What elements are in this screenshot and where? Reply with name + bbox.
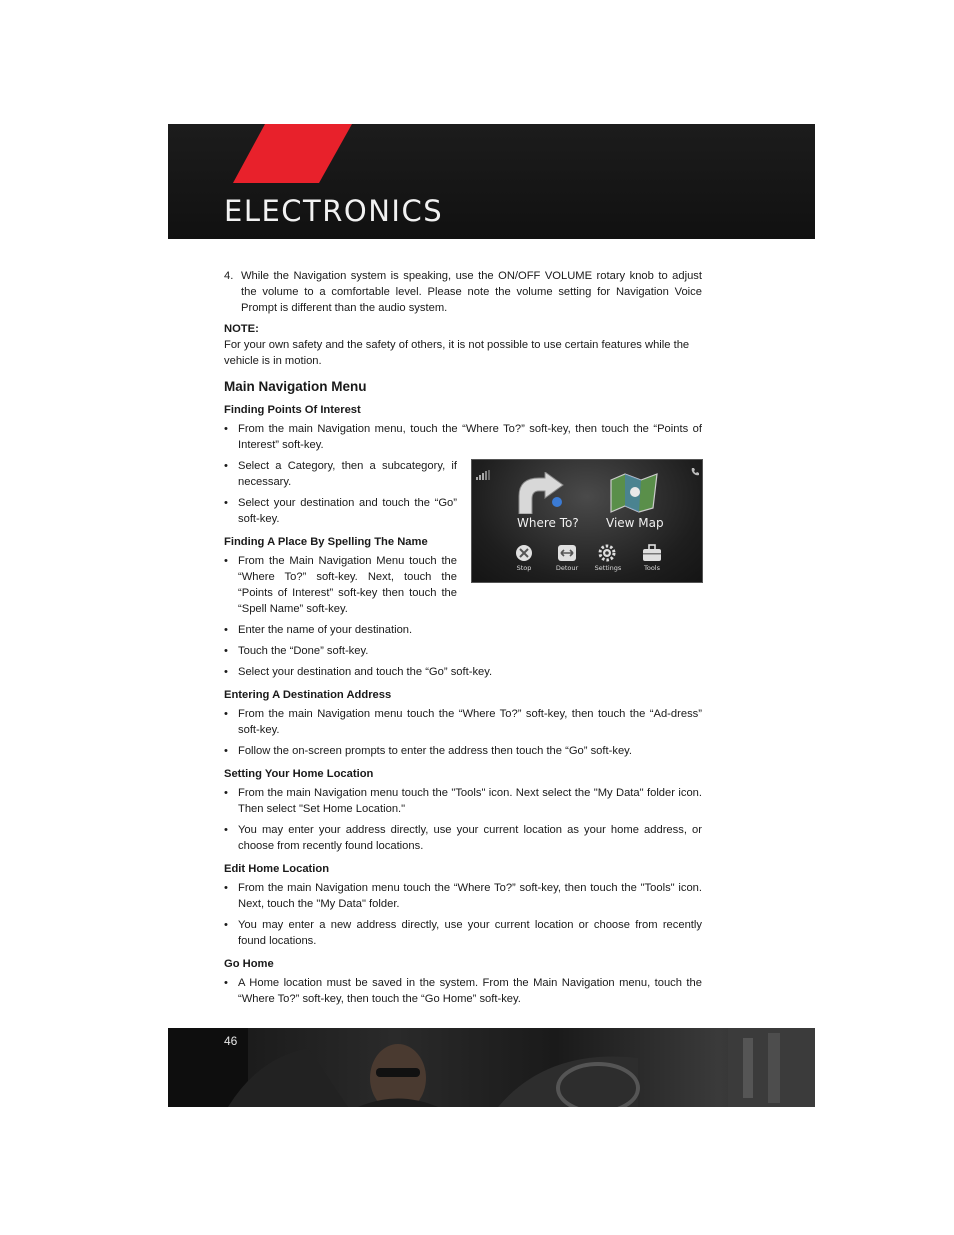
- tools-label: Tools: [643, 564, 660, 572]
- list-item: • Enter the name of your destination.: [224, 624, 413, 636]
- list-item: • Select a Category, then a subcategory, if necessary.: [224, 460, 457, 488]
- list-item: • From the Main Navigation Menu touch the “Where To?” soft-key. Next, touch the “Points of Interest” soft-key then touch the “Spell Name” soft-key.: [224, 555, 457, 615]
- bullet: •: [224, 666, 228, 678]
- home-heading: Setting Your Home Location: [224, 768, 374, 780]
- edit-list: [224, 880, 702, 949]
- list-item: • Select your destination and touch the “Go” soft-key.: [224, 497, 457, 525]
- driver-photo-graphic: [168, 1028, 815, 1107]
- signal-strength-icon: [476, 470, 494, 480]
- gohome-list: [224, 975, 702, 1007]
- stop-icon: [515, 544, 533, 562]
- home-list: [224, 785, 702, 854]
- bullet: •: [224, 497, 228, 509]
- bullet: •: [224, 645, 228, 657]
- note-text: For your own safety and the safety of others, it is not possible to use certain features while the vehicle is in motion.: [224, 339, 690, 367]
- where-to-arrow-icon: [515, 472, 570, 514]
- step-number: 4.: [224, 270, 234, 282]
- footer-photo-band: [168, 1028, 815, 1107]
- view-map-label: View Map: [606, 516, 664, 530]
- page-content: [224, 268, 702, 1012]
- list-item: • From the main Navigation menu touch the "Tools" icon. Next select the "My Data" folder icon. Then select "Set Home Location.": [224, 787, 702, 815]
- poi-heading: Finding Points Of Interest: [224, 404, 361, 416]
- main-heading: Main Navigation Menu: [224, 379, 367, 394]
- spell-heading: Finding A Place By Spelling The Name: [224, 536, 428, 548]
- detour-label: Detour: [555, 564, 579, 572]
- list-item: • Touch the “Done” soft-key.: [224, 645, 369, 657]
- where-to-label: Where To?: [517, 516, 579, 530]
- numbered-step: [224, 268, 702, 316]
- list-item: • From the main Navigation menu touch the “Where To?” soft-key, then touch the “Ad-dress” soft-key.: [224, 708, 702, 736]
- bullet: •: [224, 882, 228, 894]
- list-item: • You may enter your address directly, use your current location as your home address, or choose from recently found locations.: [224, 824, 702, 852]
- bullet: •: [224, 555, 228, 567]
- section-header: [168, 124, 815, 239]
- bullet: •: [224, 460, 228, 472]
- navigation-screen-image: [471, 459, 703, 583]
- section-title: ELECTRONICS: [224, 194, 444, 228]
- bullet: •: [224, 919, 228, 931]
- phone-icon: [690, 467, 700, 477]
- bullet: •: [224, 708, 228, 720]
- bullet: •: [224, 787, 228, 799]
- edit-heading: Edit Home Location: [224, 863, 330, 875]
- list-item: • A Home location must be saved in the system. From the Main Navigation menu, touch the “Where To?” soft-key, then touch the “Go Home” soft-key.: [224, 977, 702, 1005]
- note-label: NOTE:: [224, 323, 259, 335]
- list-item: • Select your destination and touch the “Go” soft-key.: [224, 666, 493, 678]
- tools-toolbox-icon: [642, 544, 662, 562]
- stop-label: Stop: [516, 564, 532, 572]
- list-item: • Follow the on-screen prompts to enter the address then touch the “Go” soft-key.: [224, 745, 633, 757]
- bullet: •: [224, 977, 228, 989]
- address-heading: Entering A Destination Address: [224, 689, 392, 701]
- list-item: • From the main Navigation menu touch the “Where To?” soft-key, then touch the "Tools" icon. Next, touch the "My Data" folder.: [224, 882, 702, 910]
- page-number: 46: [224, 1034, 238, 1048]
- settings-label: Settings: [594, 564, 622, 572]
- gohome-heading: Go Home: [224, 958, 274, 970]
- view-map-icon: [609, 472, 659, 514]
- bullet: •: [224, 824, 228, 836]
- detour-icon: [557, 544, 577, 562]
- settings-gear-icon: [598, 544, 616, 562]
- step-text: While the Navigation system is speaking, use the ON/OFF VOLUME rotary knob to adjust the volume to a comfortable level. Please note the volume setting for Navigation Voice Prompt is different than the audio system.: [241, 270, 702, 314]
- bullet: •: [224, 745, 228, 757]
- address-list: [224, 706, 702, 759]
- list-item: • From the main Navigation menu, touch the “Where To?” soft-key, then touch the “Points of Interest” soft-key.: [224, 423, 702, 451]
- bullet: •: [224, 624, 228, 636]
- bullet: •: [224, 423, 228, 435]
- list-item: • You may enter a new address directly, use your current location or choose from recently found locations.: [224, 919, 702, 947]
